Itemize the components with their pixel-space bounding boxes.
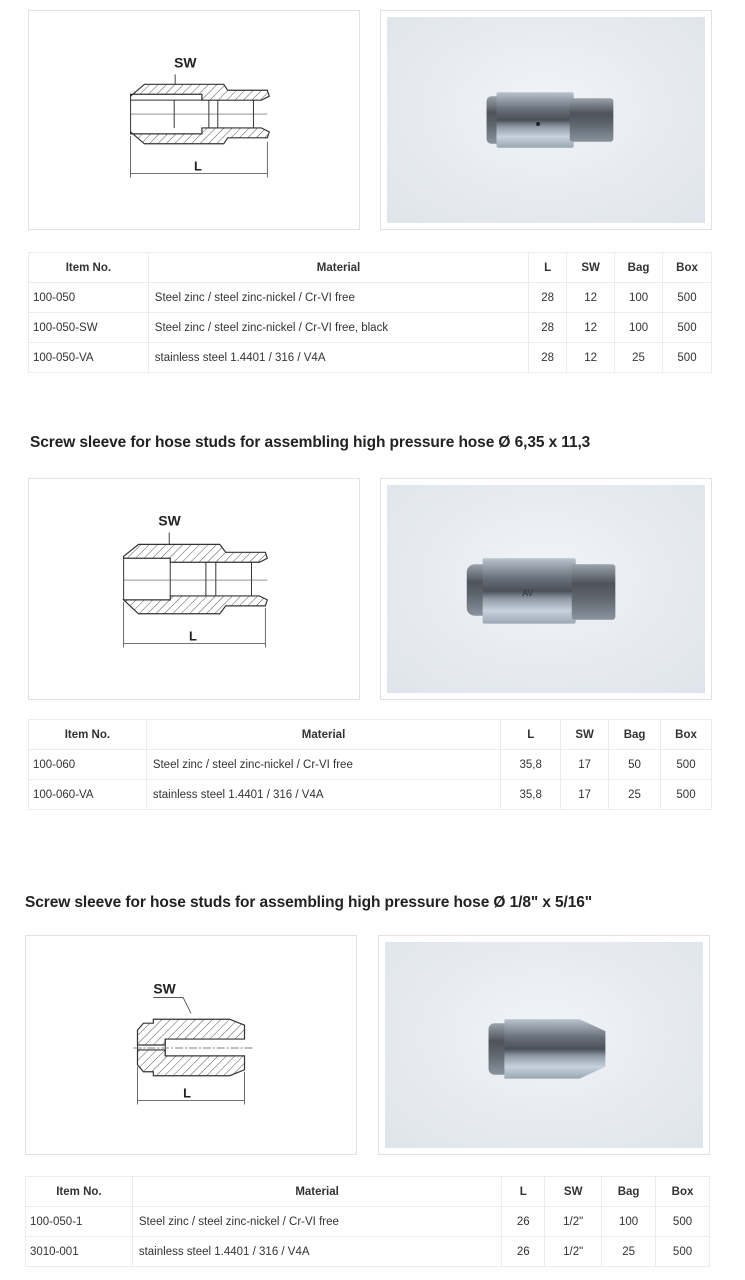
item-no: 100-050-1 bbox=[26, 1207, 133, 1237]
svg-text:L: L bbox=[183, 1085, 191, 1101]
header-bag: Bag bbox=[609, 720, 661, 750]
product-photo-1 bbox=[380, 10, 712, 230]
item-no: 100-050 bbox=[29, 283, 149, 313]
item-no: 100-050-SW bbox=[29, 313, 149, 343]
bag-qty: 25 bbox=[602, 1237, 656, 1267]
header-box: Box bbox=[661, 720, 712, 750]
length: 26 bbox=[502, 1207, 545, 1237]
table-row bbox=[26, 1237, 710, 1267]
header-l: L bbox=[502, 1177, 545, 1207]
cross-section-drawing-icon bbox=[29, 479, 359, 699]
header-bag: Bag bbox=[602, 1177, 656, 1207]
header-box: Box bbox=[663, 253, 712, 283]
screw-sleeve-photo-icon bbox=[387, 17, 705, 223]
table-row bbox=[29, 343, 712, 373]
box-qty: 500 bbox=[661, 780, 712, 810]
box-qty: 500 bbox=[656, 1237, 710, 1267]
section-title-3: Screw sleeve for hose studs for assembling high pressure hose Ø 1/8" x 5/16" bbox=[25, 894, 593, 911]
length: 28 bbox=[529, 313, 567, 343]
header-material: Material bbox=[146, 720, 500, 750]
table-row bbox=[29, 750, 712, 780]
header-sw: SW bbox=[545, 1177, 602, 1207]
header-sw: SW bbox=[567, 253, 615, 283]
product-photo-2 bbox=[380, 478, 712, 700]
material: stainless steel 1.4401 / 316 / V4A bbox=[146, 780, 500, 810]
cross-section-drawing-icon bbox=[26, 936, 356, 1154]
screw-sleeve-photo-icon bbox=[387, 485, 705, 693]
header-material: Material bbox=[132, 1177, 501, 1207]
product-photo-3 bbox=[378, 935, 710, 1155]
length: 28 bbox=[529, 343, 567, 373]
table-header-row bbox=[29, 720, 712, 750]
section-title-2: Screw sleeve for hose studs for assembling high pressure hose Ø 6,35 x 11,3 bbox=[30, 434, 591, 451]
table-header-row bbox=[29, 253, 712, 283]
bag-qty: 100 bbox=[615, 313, 663, 343]
table-row bbox=[26, 1207, 710, 1237]
bag-qty: 100 bbox=[615, 283, 663, 313]
wrench-size: 1/2" bbox=[545, 1207, 602, 1237]
header-box: Box bbox=[656, 1177, 710, 1207]
bag-qty: 25 bbox=[615, 343, 663, 373]
header-l: L bbox=[501, 720, 561, 750]
table-row bbox=[29, 780, 712, 810]
length: 35,8 bbox=[501, 750, 561, 780]
material: Steel zinc / steel zinc-nickel / Cr-VI free bbox=[132, 1207, 501, 1237]
technical-drawing-3 bbox=[25, 935, 357, 1155]
box-qty: 500 bbox=[663, 313, 712, 343]
item-no: 100-060 bbox=[29, 750, 147, 780]
table-header-row bbox=[26, 1177, 710, 1207]
header-l: L bbox=[529, 253, 567, 283]
wrench-size: 12 bbox=[567, 313, 615, 343]
cross-section-drawing-icon bbox=[29, 11, 359, 229]
header-material: Material bbox=[148, 253, 528, 283]
product-section-1 bbox=[0, 0, 745, 400]
box-qty: 500 bbox=[656, 1207, 710, 1237]
item-no: 100-060-VA bbox=[29, 780, 147, 810]
svg-text:L: L bbox=[189, 628, 197, 644]
table-row bbox=[29, 283, 712, 313]
technical-drawing-1 bbox=[28, 10, 360, 230]
material: Steel zinc / steel zinc-nickel / Cr-VI free, black bbox=[148, 313, 528, 343]
screw-sleeve-photo-icon bbox=[385, 942, 703, 1148]
header-bag: Bag bbox=[615, 253, 663, 283]
spec-table-1 bbox=[28, 252, 712, 373]
spec-table-2 bbox=[28, 719, 712, 810]
length: 26 bbox=[502, 1237, 545, 1267]
item-no: 3010-001 bbox=[26, 1237, 133, 1267]
table-row bbox=[29, 313, 712, 343]
box-qty: 500 bbox=[663, 343, 712, 373]
svg-text:L: L bbox=[194, 158, 202, 174]
header-item-no: Item No. bbox=[26, 1177, 133, 1207]
wrench-size: 12 bbox=[567, 343, 615, 373]
bag-qty: 50 bbox=[609, 750, 661, 780]
length: 35,8 bbox=[501, 780, 561, 810]
material: Steel zinc / steel zinc-nickel / Cr-VI free bbox=[148, 283, 528, 313]
bag-qty: 25 bbox=[609, 780, 661, 810]
header-item-no: Item No. bbox=[29, 720, 147, 750]
bag-qty: 100 bbox=[602, 1207, 656, 1237]
material: stainless steel 1.4401 / 316 / V4A bbox=[148, 343, 528, 373]
wrench-size: 12 bbox=[567, 283, 615, 313]
box-qty: 500 bbox=[661, 750, 712, 780]
box-qty: 500 bbox=[663, 283, 712, 313]
wrench-size: 1/2" bbox=[545, 1237, 602, 1267]
material: stainless steel 1.4401 / 316 / V4A bbox=[132, 1237, 501, 1267]
header-item-no: Item No. bbox=[29, 253, 149, 283]
wrench-size: 17 bbox=[561, 750, 609, 780]
svg-text:AV: AV bbox=[522, 587, 534, 598]
svg-text:SW: SW bbox=[174, 54, 197, 71]
svg-text:SW: SW bbox=[153, 980, 176, 997]
length: 28 bbox=[529, 283, 567, 313]
material: Steel zinc / steel zinc-nickel / Cr-VI free bbox=[146, 750, 500, 780]
wrench-size: 17 bbox=[561, 780, 609, 810]
technical-drawing-2 bbox=[28, 478, 360, 700]
header-sw: SW bbox=[561, 720, 609, 750]
svg-text:SW: SW bbox=[158, 512, 181, 529]
item-no: 100-050-VA bbox=[29, 343, 149, 373]
spec-table-3 bbox=[25, 1176, 710, 1267]
